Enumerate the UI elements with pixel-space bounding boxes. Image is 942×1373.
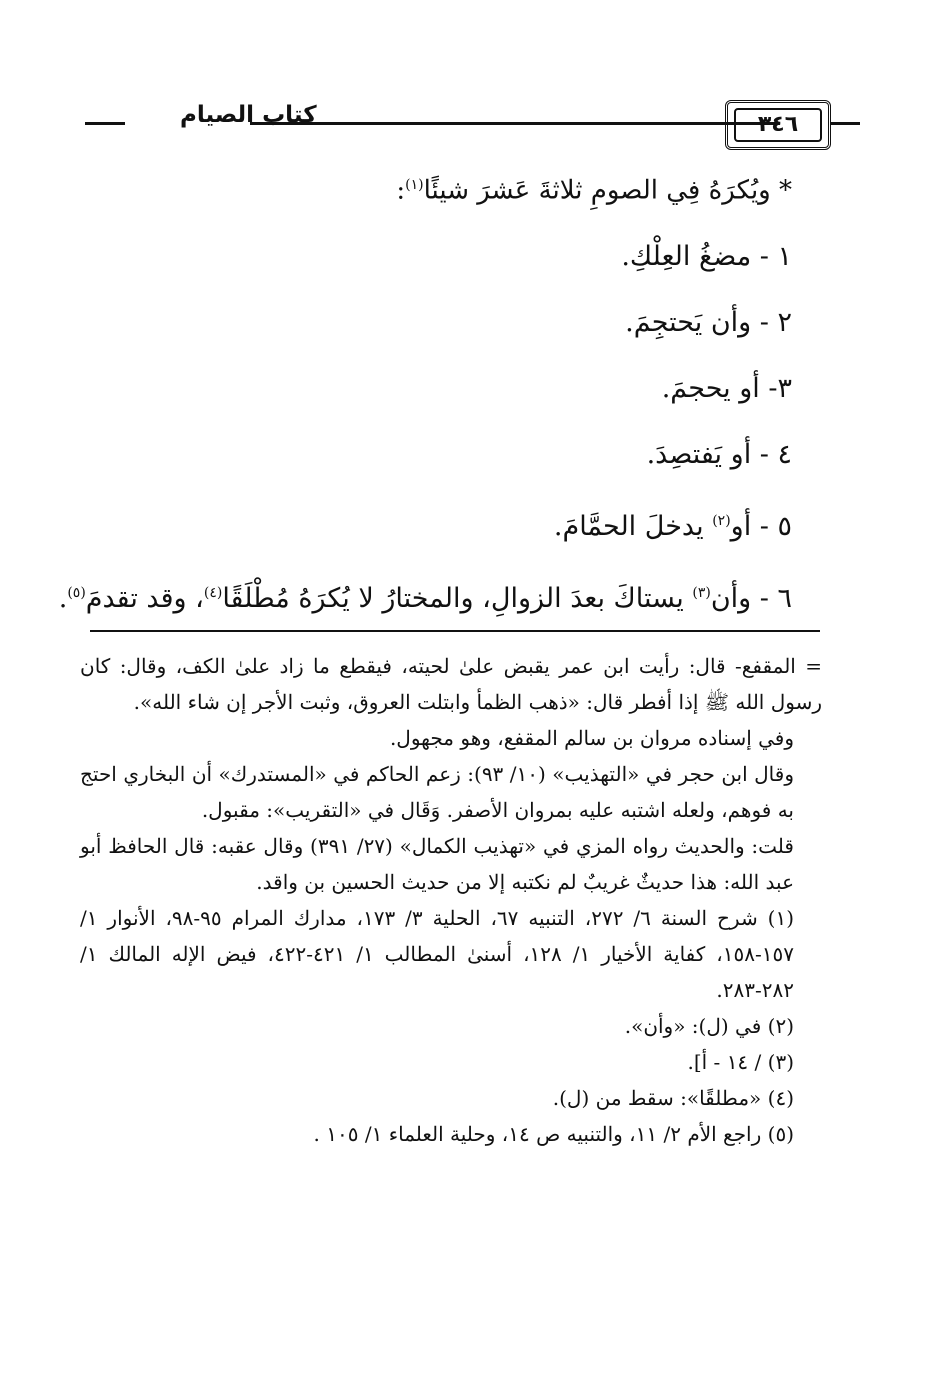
footnote-separator xyxy=(90,630,820,632)
footnote-5: (٥) راجع الأم ٢/ ١١، والتنبيه ص ١٤، وحلية العلماء ١/ ١٠٥ . xyxy=(313,1122,794,1146)
list-item: ٣- أو يحجمَ. xyxy=(661,372,792,404)
item-text: ٦ - وأن xyxy=(710,582,792,614)
footnote-2: (٢) في (ل): «وأن». xyxy=(624,1014,794,1038)
list-item: ٤ - أو يَفتصِدَ. xyxy=(646,438,792,470)
running-header xyxy=(70,100,860,150)
main-text xyxy=(58,165,792,645)
footnote-ref: (٣) xyxy=(692,584,711,601)
list-item: ١ - مضغُ العِلْكِ. xyxy=(621,240,792,272)
intro-colon: : xyxy=(396,175,406,206)
intro-text: * ويُكرَهُ فِي الصومِ ثلاثةَ عَشرَ شيئًا xyxy=(423,175,792,206)
book-title: كتاب الصيام xyxy=(180,102,317,128)
footnote-4: (٤) «مطلقًا»: سقط من (ل). xyxy=(552,1086,794,1110)
list-item xyxy=(90,501,792,547)
footnote-1: (١) شرح السنة ٦/ ٢٧٢، التنبيه ٦٧، الحلية ٣/ ١٧٣، مدارك المرام ٩٥-٩٨، الأنوار ١/ ١٥٧-١٥٨، كفاية الأخيار ١/ ١٢٨، أسنىٰ المطالب ١/ ٤٢١-٤٢٢، فيض الإله المالك ١/ ٢٨٢-٢٨٣. xyxy=(80,906,795,1002)
header-rule-left xyxy=(85,122,125,125)
footnote-paragraph: وقال ابن حجر في «التهذيب» (١٠/ ٩٣): زعم الحاكم في «المستدرك» أن البخاري احتج به فوهم، ولعله اشتبه عليه بمروان الأصفر. وَقَال في «التقريب»: مقبول. xyxy=(80,762,794,822)
footnotes xyxy=(80,648,822,1152)
list-item xyxy=(58,573,792,619)
footnote-3: (٣) / ١٤ - أ]. xyxy=(687,1050,794,1074)
page-number-frame xyxy=(725,100,831,150)
item-text: يدخلَ الحمَّامَ. xyxy=(553,510,713,542)
footnote-paragraph: قلت: والحديث رواه المزي في «تهذيب الكمال» (٢٧/ ٣٩١) وقال عقبه: قال الحافظ أبو عبد الله: هذا حديثٌ غريبٌ لم نكتبه إلا من حديث الحسين بن واقد. xyxy=(80,834,794,894)
item-text: ، وقد تقدمَ xyxy=(85,582,204,614)
page-number: ٣٤٦ xyxy=(734,108,822,142)
header-rule-right xyxy=(830,122,860,125)
footnote-ref: (١) xyxy=(405,177,424,193)
item-text: . xyxy=(58,582,68,614)
list-item: ٢ - وأن يَحتجِمَ. xyxy=(625,306,792,338)
footnote-ref: (٥) xyxy=(67,584,86,601)
item-text: ٥ - أو xyxy=(730,510,792,542)
footnote-ref: (٢) xyxy=(712,512,731,529)
footnote-continuation: = المقفع- قال: رأيت ابن عمر يقبض علىٰ لحيته، فيقطع ما زاد علىٰ الكف، وقال: كان رسول الله ﷺ إذا أفطر قال: «ذهب الظمأ وابتلت العروق، وثبت الأجر إن شاء الله». xyxy=(80,654,822,714)
item-text: يستاكَ بعدَ الزوالِ، والمختارُ لا يُكرَهُ مُطْلَقًا xyxy=(222,582,693,614)
header-rule-middle xyxy=(250,122,780,125)
intro-line xyxy=(90,165,792,211)
footnote-paragraph: وفي إسناده مروان بن سالم المقفع، وهو مجهول. xyxy=(389,726,794,750)
footnote-ref: (٤) xyxy=(203,584,223,601)
